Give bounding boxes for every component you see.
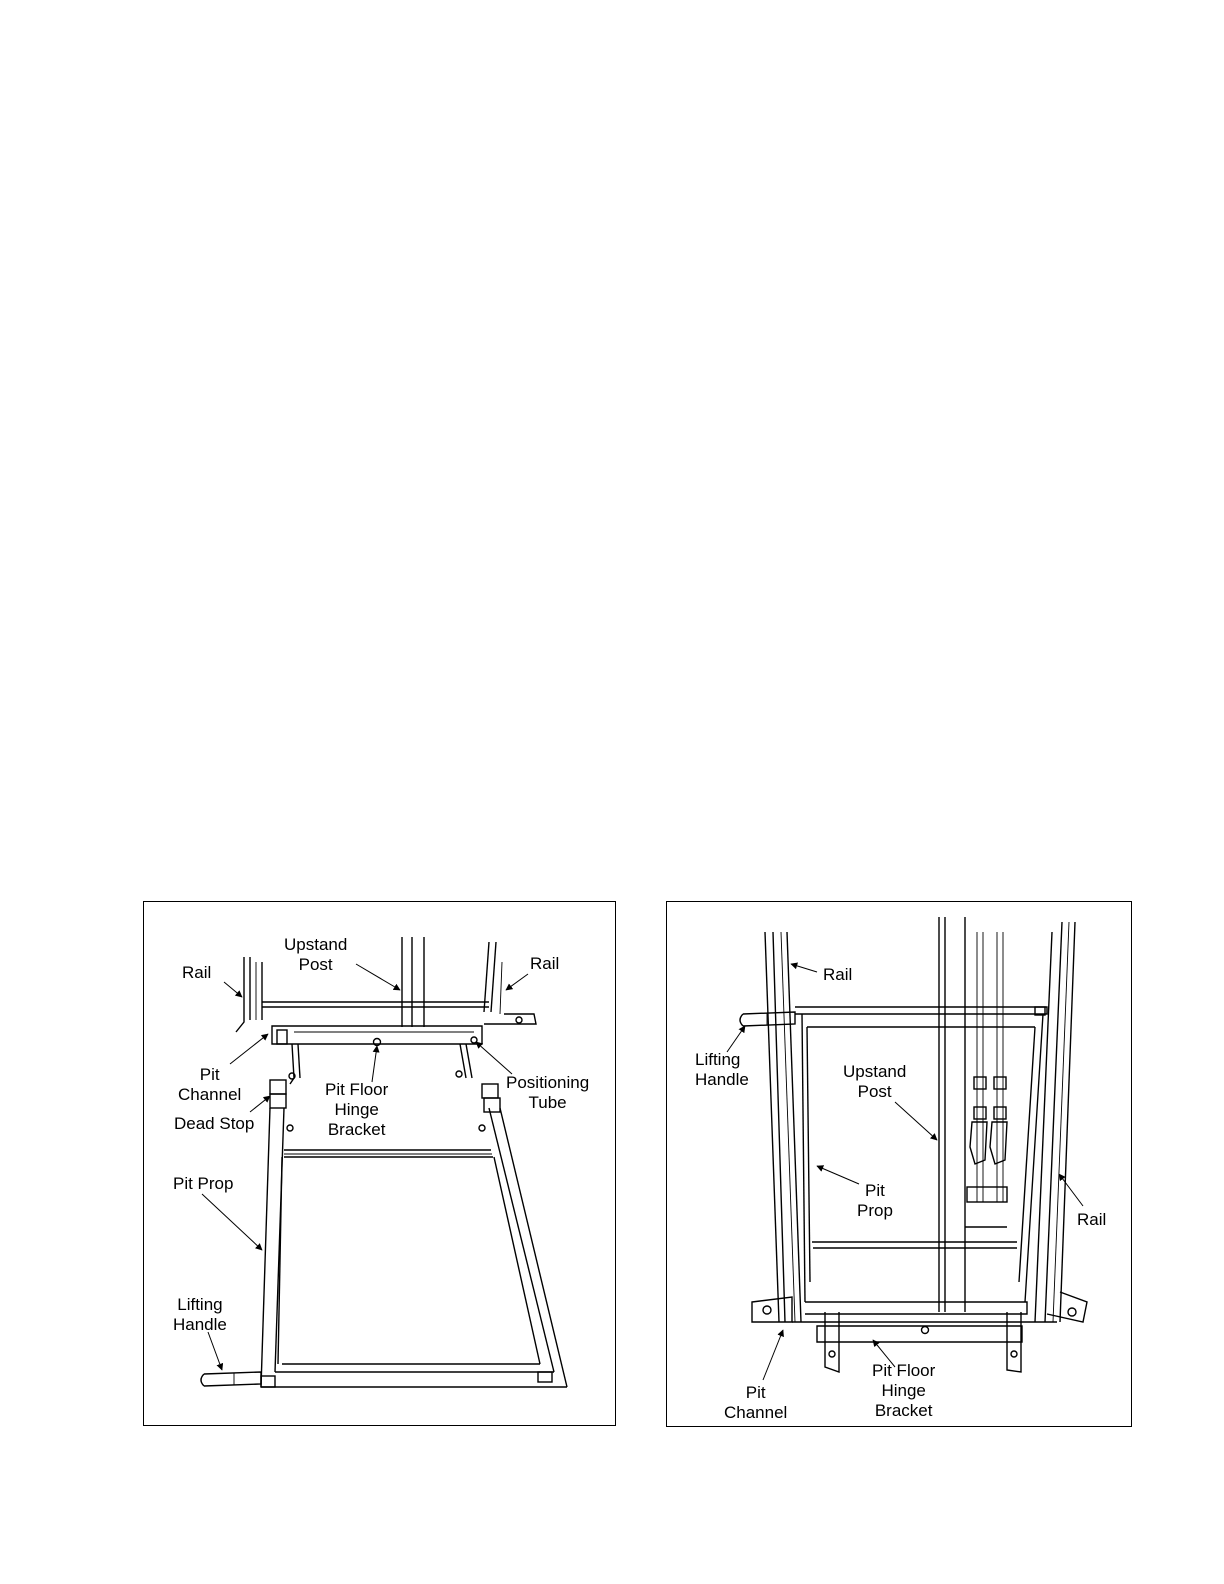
arrow-rail-right [506,974,528,990]
label-pit-channel: Pit Channel [724,1383,788,1422]
label-pit-floor-hinge-bracket: Pit Floor Hinge Bracket [325,1080,389,1139]
label-rail-right: Rail [1077,1210,1107,1229]
label-dead-stop: Dead Stop [174,1114,255,1133]
arrow-positioning-tube [476,1042,512,1074]
arrow-rail-left [224,982,242,997]
label-upstand-post: Upstand Post [843,1062,907,1101]
label-pit-prop: Pit Prop [173,1174,234,1193]
arrow-rail-right [1059,1174,1083,1206]
pit-channel-drawing [752,1297,1057,1342]
arrow-lifting-handle [208,1332,222,1370]
arrow-pit-channel [230,1034,268,1064]
right-rail-drawing [1035,922,1087,1322]
arrow-rail-left [791,964,817,972]
upstand-post-drawing [939,917,965,1312]
arrow-lifting-handle [727,1026,745,1052]
pit-prop-frame-drawing [261,1108,567,1387]
label-lifting-handle: Lifting Handle [695,1050,749,1089]
left-rail-drawing [236,957,262,1032]
arrow-pit-prop [202,1194,262,1250]
label-rail-left: Rail [823,965,853,984]
label-pit-prop: Pit Prop [857,1181,893,1220]
pit-channel-drawing [262,1002,489,1046]
arrow-upstand-post [895,1102,937,1140]
right-figure-drawing [667,902,1133,1428]
lifting-handle-drawing [201,1372,261,1386]
label-rail-left: Rail [182,963,212,982]
arrow-upstand-post [356,964,400,990]
arrow-pit-channel [763,1330,783,1380]
left-figure-panel [143,901,616,1426]
left-rail-drawing [765,932,801,1322]
label-pit-floor-hinge-bracket: Pit Floor Hinge Bracket [872,1361,936,1420]
left-figure-drawing [144,902,617,1427]
label-positioning-tube: Positioning Tube [506,1073,590,1112]
label-rail-right: Rail [530,954,560,973]
right-figure-panel [666,901,1132,1427]
pit-prop-frame-drawing [795,1007,1047,1302]
label-pit-channel: Pit Channel [178,1065,242,1104]
label-lifting-handle: Lifting Handle [173,1295,227,1334]
upstand-post-drawing [402,937,424,1027]
cable-drawing [965,932,1007,1227]
arrow-dead-stop [250,1096,270,1112]
label-upstand-post: Upstand Post [284,935,348,974]
arrow-hinge-bracket [372,1046,377,1082]
right-rail-drawing [484,942,536,1024]
arrow-pit-prop [817,1166,859,1184]
